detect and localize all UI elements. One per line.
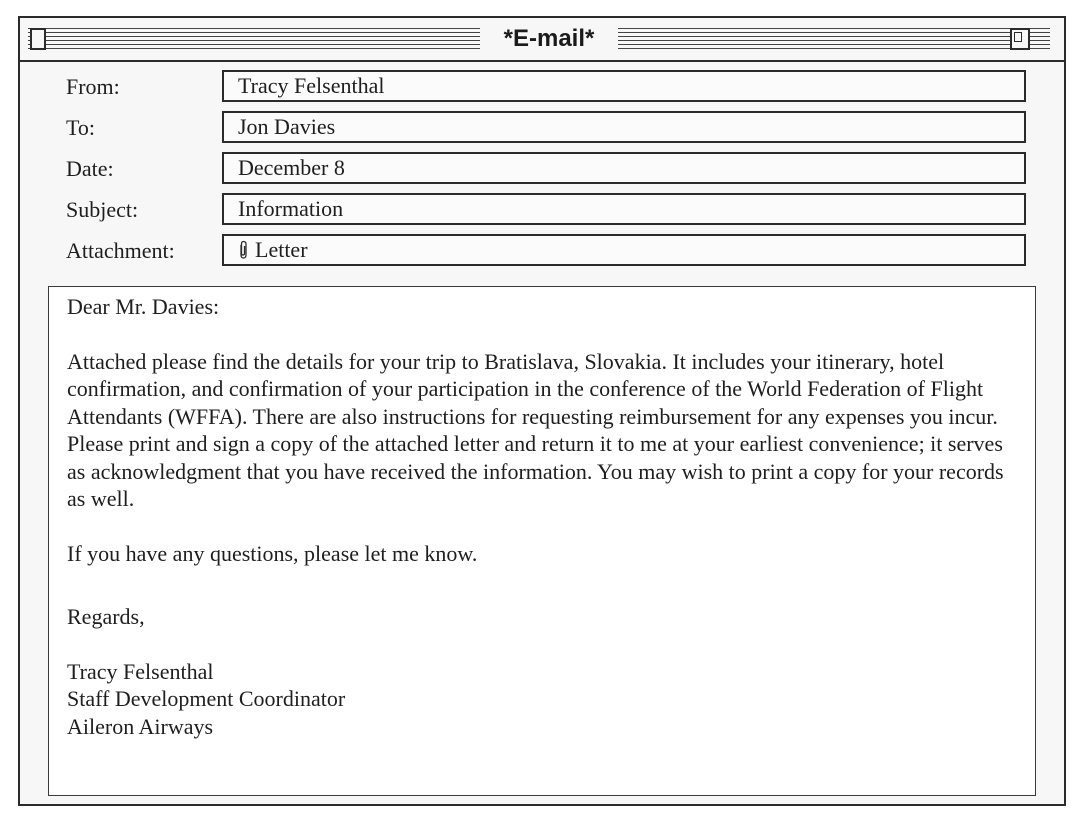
signature-name: Tracy Felsenthal <box>67 658 214 684</box>
title-bar-stripes-right <box>618 28 1050 50</box>
attachment-label: Attachment: <box>66 238 175 263</box>
body-paragraph-1: Attached please find the details for your trip to Bratislava, Slovakia. It includes your itinerary, hotel confirmation, and confirmation of your participation in the conference of the World Federation of Flight Attendants (WFFA). There are also instructions for requesting reimbursement for any expenses you incur. Please print and sign a copy of the attached letter and return it to me at your earliest convenience; it serves as acknowledgment that you have received the information. You may wish to print a copy for your records as well. <box>67 348 1004 511</box>
to-row <box>20 111 1064 145</box>
from-row <box>20 70 1064 104</box>
signature-company: Aileron Airways <box>67 713 214 739</box>
date-row <box>20 152 1064 186</box>
paperclip-icon <box>238 240 249 260</box>
salutation: Dear Mr. Davies: <box>67 294 220 319</box>
email-window <box>18 16 1066 806</box>
body-paragraph-2: If you have any questions, please let me know. <box>67 540 478 566</box>
title-bar[interactable] <box>20 18 1064 62</box>
attachment-name[interactable]: Letter <box>255 237 308 262</box>
zoom-box-icon[interactable] <box>1010 28 1030 50</box>
to-label: To: <box>66 115 96 140</box>
subject-field[interactable]: Information <box>222 193 1026 225</box>
title-bar-stripes-left <box>28 28 480 50</box>
signature-title: Staff Development Coordinator <box>67 686 346 711</box>
message-body[interactable] <box>48 286 1036 796</box>
from-label: From: <box>66 74 120 99</box>
from-field[interactable]: Tracy Felsenthal <box>222 70 1026 102</box>
close-box-icon[interactable] <box>30 28 46 50</box>
closing: Regards, <box>67 604 145 629</box>
attachment-field[interactable] <box>222 234 1026 266</box>
to-field[interactable]: Jon Davies <box>222 111 1026 143</box>
attachment-row <box>20 234 1064 268</box>
subject-label: Subject: <box>66 197 139 222</box>
window-title: *E-mail* <box>480 24 618 54</box>
date-label: Date: <box>66 156 114 181</box>
date-field[interactable]: December 8 <box>222 152 1026 184</box>
subject-row <box>20 193 1064 227</box>
